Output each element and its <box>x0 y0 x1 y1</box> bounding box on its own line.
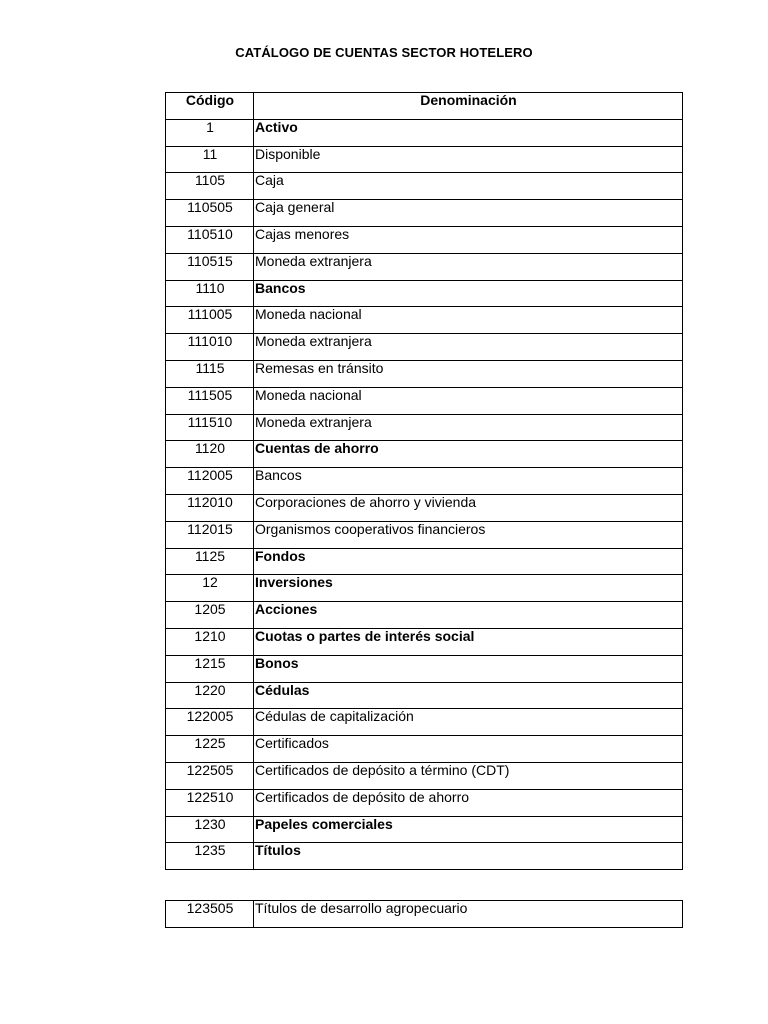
account-name: Moneda extranjera <box>254 253 683 280</box>
account-name: Títulos <box>254 843 683 870</box>
accounts-table-body <box>166 119 683 869</box>
account-name: Cédulas <box>254 682 683 709</box>
account-code: 111010 <box>166 334 254 361</box>
accounts-table <box>165 92 683 870</box>
account-name: Moneda extranjera <box>254 334 683 361</box>
table-row <box>166 280 683 307</box>
account-name: Fondos <box>254 548 683 575</box>
account-code: 1120 <box>166 441 254 468</box>
account-code: 1225 <box>166 736 254 763</box>
table-row <box>166 200 683 227</box>
account-name: Bancos <box>254 280 683 307</box>
account-code: 12 <box>166 575 254 602</box>
table-row <box>166 709 683 736</box>
account-code: 1105 <box>166 173 254 200</box>
account-name: Acciones <box>254 602 683 629</box>
account-code: 1215 <box>166 655 254 682</box>
account-code: 1210 <box>166 628 254 655</box>
account-name: Moneda nacional <box>254 387 683 414</box>
header-code: Código <box>166 93 254 120</box>
account-name: Disponible <box>254 146 683 173</box>
account-code: 1235 <box>166 843 254 870</box>
table-row <box>166 441 683 468</box>
account-name: Cajas menores <box>254 226 683 253</box>
table-row <box>166 360 683 387</box>
table-row <box>166 468 683 495</box>
account-code: 122505 <box>166 762 254 789</box>
account-code: 111505 <box>166 387 254 414</box>
account-code: 1220 <box>166 682 254 709</box>
table-row <box>166 789 683 816</box>
account-name: Certificados de depósito de ahorro <box>254 789 683 816</box>
accounts-table-continued <box>165 900 683 928</box>
account-code: 1 <box>166 119 254 146</box>
header-denomination: Denominación <box>254 93 683 120</box>
table-header-row <box>166 93 683 120</box>
table-row <box>166 762 683 789</box>
table-row <box>166 173 683 200</box>
table-row <box>166 682 683 709</box>
account-code: 110515 <box>166 253 254 280</box>
account-code: 110505 <box>166 200 254 227</box>
account-code: 112015 <box>166 521 254 548</box>
account-name: Caja <box>254 173 683 200</box>
table-row <box>166 146 683 173</box>
account-name: Bonos <box>254 655 683 682</box>
account-name: Organismos cooperativos financieros <box>254 521 683 548</box>
account-code: 11 <box>166 146 254 173</box>
table-row <box>166 655 683 682</box>
document-title: CATÁLOGO DE CUENTAS SECTOR HOTELERO <box>235 45 533 60</box>
account-code: 1110 <box>166 280 254 307</box>
table-row <box>166 901 683 928</box>
table-row <box>166 414 683 441</box>
table-row <box>166 307 683 334</box>
account-code: 122005 <box>166 709 254 736</box>
account-code: 111005 <box>166 307 254 334</box>
table-row <box>166 548 683 575</box>
account-code: 110510 <box>166 226 254 253</box>
account-name: Certificados de depósito a término (CDT) <box>254 762 683 789</box>
table-row <box>166 736 683 763</box>
table-row <box>166 119 683 146</box>
account-name: Cédulas de capitalización <box>254 709 683 736</box>
account-code: 112005 <box>166 468 254 495</box>
table-row <box>166 816 683 843</box>
account-name: Cuotas o partes de interés social <box>254 628 683 655</box>
account-code: 122510 <box>166 789 254 816</box>
account-name: Moneda extranjera <box>254 414 683 441</box>
account-name: Corporaciones de ahorro y vivienda <box>254 494 683 521</box>
accounts-table-continued-body <box>166 901 683 928</box>
account-code: 111510 <box>166 414 254 441</box>
account-name: Bancos <box>254 468 683 495</box>
account-code: 112010 <box>166 494 254 521</box>
account-code: 1125 <box>166 548 254 575</box>
account-name: Caja general <box>254 200 683 227</box>
table-row <box>166 628 683 655</box>
account-name: Cuentas de ahorro <box>254 441 683 468</box>
account-name: Activo <box>254 119 683 146</box>
table-row <box>166 226 683 253</box>
account-code: 1205 <box>166 602 254 629</box>
account-name: Títulos de desarrollo agropecuario <box>254 901 683 928</box>
table-row <box>166 843 683 870</box>
account-name: Papeles comerciales <box>254 816 683 843</box>
table-row <box>166 494 683 521</box>
account-name: Inversiones <box>254 575 683 602</box>
table-row <box>166 602 683 629</box>
account-code: 1230 <box>166 816 254 843</box>
table-row <box>166 387 683 414</box>
account-name: Certificados <box>254 736 683 763</box>
account-code: 1115 <box>166 360 254 387</box>
account-name: Moneda nacional <box>254 307 683 334</box>
table-row <box>166 575 683 602</box>
table-row <box>166 521 683 548</box>
table-row <box>166 253 683 280</box>
account-code: 123505 <box>166 901 254 928</box>
account-name: Remesas en tránsito <box>254 360 683 387</box>
table-row <box>166 334 683 361</box>
